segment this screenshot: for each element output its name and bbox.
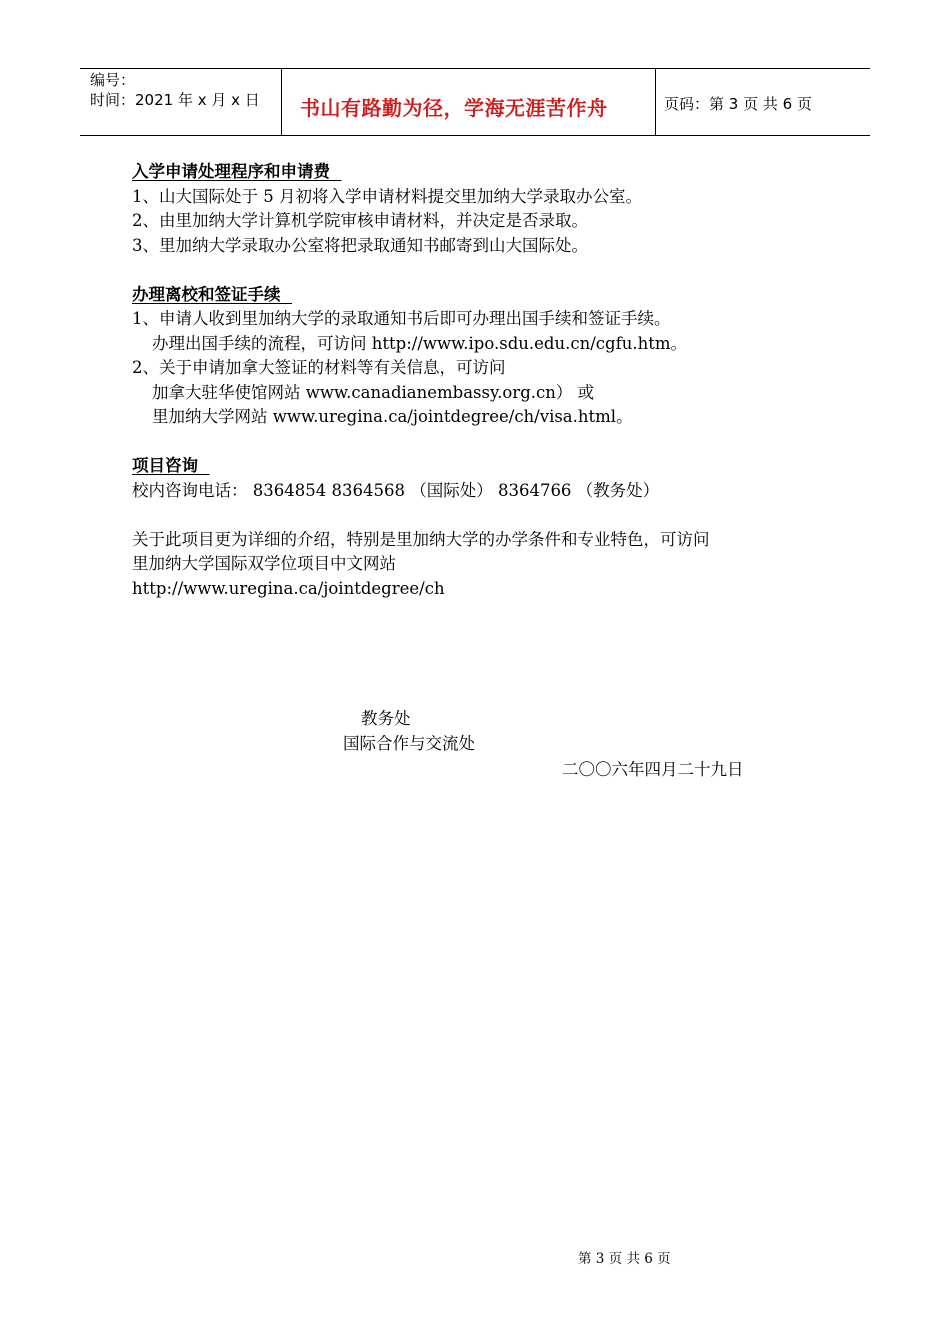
admission-step-3: 3、里加纳大学录取办公室将把录取通知书邮寄到山大国际处。 xyxy=(132,235,588,255)
signature-office-academic: 教务处 xyxy=(361,709,411,728)
more-info-line-2: 里加纳大学国际双学位项目中文网站 xyxy=(132,554,396,573)
visa-university-site: 里加纳大学网站 www.uregina.ca/jointdegree/ch/visa.html。 xyxy=(152,407,633,426)
date-label: 时间：2021 年 x 月 x 日 xyxy=(90,91,260,109)
visa-step-1: 1、申请人收到里加纳大学的录取通知书后即可办理出国手续和签证手续。 xyxy=(132,309,671,328)
section-title-consult: 项目咨询 xyxy=(132,456,198,475)
header-top-rule xyxy=(80,68,870,69)
page-number-label: 页码：第 3 页 共 6 页 xyxy=(664,95,812,113)
visa-step-2: 2、关于申请加拿大签证的材料等有关信息，可访问 xyxy=(132,358,506,377)
header-divider-left xyxy=(281,68,282,136)
consult-phone: 校内咨询电话： 8364854 8364568 （国际处） 8364766 （教务处） xyxy=(132,480,660,500)
section-title-visa: 办理离校和签证手续 xyxy=(132,284,281,304)
serial-number-label: 编号： xyxy=(90,71,136,89)
footer-page-number: 第 3 页 共 6 页 xyxy=(578,1251,671,1267)
document-body xyxy=(132,160,852,601)
visa-embassy-site: 加拿大驻华使馆网站 www.canadianembassy.org.cn） 或 xyxy=(152,382,595,402)
signature-office-international: 国际合作与交流处 xyxy=(343,734,475,753)
signature-date: 二〇〇六年四月二十九日 xyxy=(562,760,744,779)
header-motto: 书山有路勤为径，学海无涯苦作舟 xyxy=(300,96,608,120)
section-title-admission: 入学申请处理程序和申请费 xyxy=(132,162,330,181)
admission-step-1: 1、山大国际处于 5 月初将入学申请材料提交里加纳大学录取办公室。 xyxy=(132,186,642,206)
more-info-line-1: 关于此项目更为详细的介绍，特别是里加纳大学的办学条件和专业特色，可访问 xyxy=(132,529,710,549)
visa-step-1-link: 办理出国手续的流程，可访问 http://www.ipo.sdu.edu.cn/cgfu.htm。 xyxy=(152,333,687,353)
header-bottom-rule xyxy=(80,135,870,136)
header-divider-right xyxy=(655,68,656,136)
admission-step-2: 2、由里加纳大学计算机学院审核申请材料，并决定是否录取。 xyxy=(132,211,588,230)
more-info-url: http://www.uregina.ca/jointdegree/ch xyxy=(132,578,445,598)
